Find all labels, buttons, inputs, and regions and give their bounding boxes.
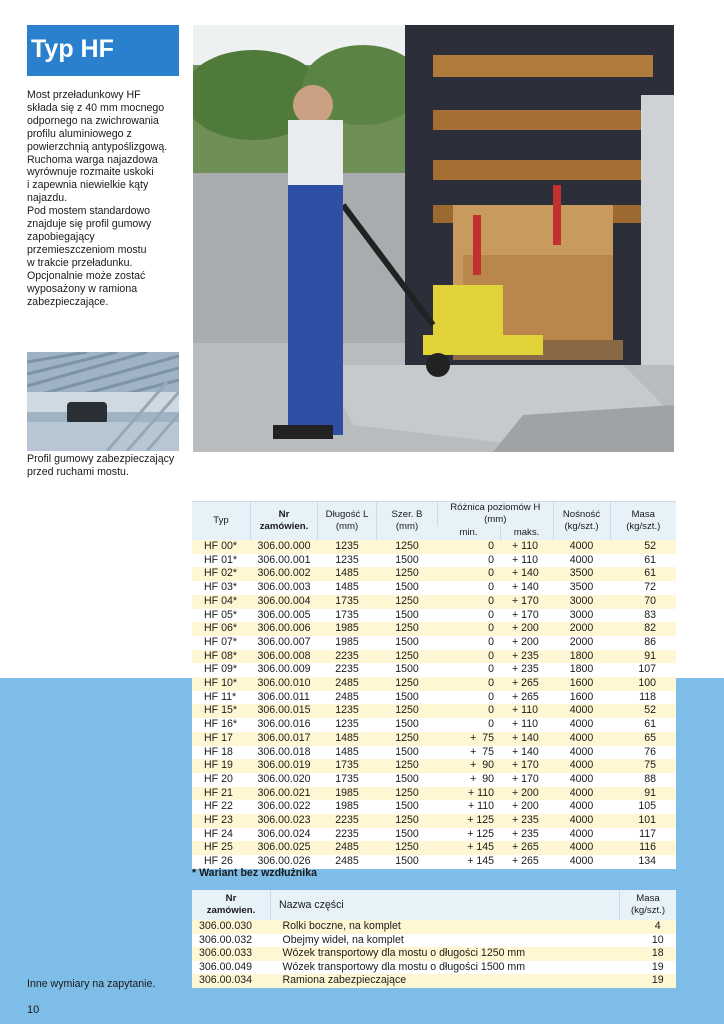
intro-line: składa się z 40 mm mocnego: [27, 101, 165, 114]
intro-line: Opcjonalnie może zostać: [27, 269, 146, 282]
table-row: [192, 920, 676, 934]
cell-width: 1500: [377, 800, 438, 814]
cell-length: 2235: [318, 814, 377, 828]
cell-capacity: 4000: [553, 746, 610, 760]
cell-typ: HF 08*: [192, 650, 251, 664]
cell-capacity: 4000: [553, 773, 610, 787]
cell-length: 1485: [318, 732, 377, 746]
cell-max: + 200: [500, 636, 553, 650]
cell-typ: HF 22: [192, 800, 251, 814]
cell-width: 1250: [377, 787, 438, 801]
parts-cell-name: Obejmy wideł, na komplet: [271, 934, 620, 948]
cell-typ: HF 25: [192, 841, 251, 855]
cell-width: 1500: [377, 609, 438, 623]
cell-min: 0: [438, 636, 501, 650]
cell-min: 0: [438, 704, 501, 718]
header-maks: maks.: [500, 526, 553, 540]
cell-mass: 52: [610, 540, 676, 554]
cell-typ: HF 05*: [192, 609, 251, 623]
cell-width: 1250: [377, 677, 438, 691]
cell-mass: 61: [610, 718, 676, 732]
table-row: [192, 704, 676, 718]
cell-mass: 107: [610, 663, 676, 677]
parts-table: [192, 890, 676, 988]
cell-length: 1985: [318, 636, 377, 650]
cell-nr: 306.00.003: [251, 581, 318, 595]
cell-mass: 88: [610, 773, 676, 787]
table-row: [192, 540, 676, 554]
cell-typ: HF 10*: [192, 677, 251, 691]
table-row: [192, 828, 676, 842]
caption-line: Profil gumowy zabezpieczający: [27, 453, 175, 465]
cell-length: 1235: [318, 718, 377, 732]
cell-min: + 90: [438, 773, 501, 787]
cell-max: + 140: [500, 732, 553, 746]
table-row: [192, 554, 676, 568]
parts-header-nr: Nr zamówien.: [192, 890, 271, 920]
intro-line: odpornego na zwichrowania: [27, 114, 159, 127]
cell-max: + 140: [500, 567, 553, 581]
cell-width: 1250: [377, 759, 438, 773]
cell-nr: 306.00.005: [251, 609, 318, 623]
table-row: [192, 746, 676, 760]
cell-nr: 306.00.018: [251, 746, 318, 760]
cell-mass: 105: [610, 800, 676, 814]
table-row: [192, 677, 676, 691]
intro-line: Most przeładunkowy HF: [27, 89, 141, 101]
cell-width: 1250: [377, 650, 438, 664]
table-row: [192, 787, 676, 801]
intro-line: powierzchnią antypoślizgową.: [27, 140, 168, 153]
cell-capacity: 3500: [553, 581, 610, 595]
rubber-profile-image: [27, 352, 179, 451]
table-row: [192, 800, 676, 814]
cell-capacity: 4000: [553, 759, 610, 773]
cell-mass: 101: [610, 814, 676, 828]
parts-cell-name: Rolki boczne, na komplet: [271, 920, 620, 934]
cell-min: 0: [438, 609, 501, 623]
cell-width: 1500: [377, 773, 438, 787]
cell-length: 1985: [318, 800, 377, 814]
cell-mass: 76: [610, 746, 676, 760]
cell-length: 1485: [318, 746, 377, 760]
cell-length: 2485: [318, 691, 377, 705]
cell-capacity: 1800: [553, 650, 610, 664]
cell-max: + 110: [500, 540, 553, 554]
cell-max: + 200: [500, 787, 553, 801]
cell-nr: 306.00.016: [251, 718, 318, 732]
cell-min: 0: [438, 595, 501, 609]
cell-capacity: 4000: [553, 828, 610, 842]
cell-min: 0: [438, 567, 501, 581]
parts-cell-mass: 4: [620, 920, 677, 934]
page-title: Typ HF: [31, 35, 114, 63]
cell-max: + 235: [500, 663, 553, 677]
product-photo: [193, 25, 674, 452]
page-number: 10: [27, 1004, 40, 1016]
cell-mass: 117: [610, 828, 676, 842]
table-row: [192, 622, 676, 636]
cell-nr: 306.00.021: [251, 787, 318, 801]
cell-capacity: 1600: [553, 691, 610, 705]
cell-length: 1735: [318, 773, 377, 787]
cell-nr: 306.00.017: [251, 732, 318, 746]
cell-nr: 306.00.019: [251, 759, 318, 773]
table-row: [192, 814, 676, 828]
cell-width: 1500: [377, 663, 438, 677]
cell-typ: HF 07*: [192, 636, 251, 650]
cell-width: 1500: [377, 718, 438, 732]
cell-max: + 170: [500, 609, 553, 623]
cell-capacity: 2000: [553, 622, 610, 636]
cell-width: 1500: [377, 554, 438, 568]
cell-length: 1235: [318, 540, 377, 554]
cell-min: + 125: [438, 814, 501, 828]
cell-mass: 91: [610, 787, 676, 801]
table-row: [192, 934, 676, 948]
cell-nr: 306.00.001: [251, 554, 318, 568]
cell-max: + 265: [500, 677, 553, 691]
cell-min: 0: [438, 691, 501, 705]
cell-capacity: 4000: [553, 787, 610, 801]
cell-nr: 306.00.000: [251, 540, 318, 554]
cell-capacity: 1600: [553, 677, 610, 691]
cell-length: 1235: [318, 704, 377, 718]
cell-min: 0: [438, 663, 501, 677]
cell-capacity: 3000: [553, 595, 610, 609]
cell-width: 1250: [377, 567, 438, 581]
cell-nr: 306.00.015: [251, 704, 318, 718]
cell-nr: 306.00.025: [251, 841, 318, 855]
cell-length: 2235: [318, 663, 377, 677]
cell-nr: 306.00.007: [251, 636, 318, 650]
cell-length: 1735: [318, 609, 377, 623]
table-row: [192, 947, 676, 961]
table-row: [192, 759, 676, 773]
cell-nr: 306.00.023: [251, 814, 318, 828]
cell-nr: 306.00.011: [251, 691, 318, 705]
cell-width: 1250: [377, 814, 438, 828]
cell-capacity: 4000: [553, 814, 610, 828]
cell-min: + 145: [438, 841, 501, 855]
table-row: [192, 609, 676, 623]
cell-capacity: 2000: [553, 636, 610, 650]
cell-max: + 235: [500, 814, 553, 828]
cell-nr: 306.00.020: [251, 773, 318, 787]
cell-min: + 75: [438, 746, 501, 760]
cell-typ: HF 17: [192, 732, 251, 746]
header-typ: Typ: [192, 502, 251, 541]
product-table: [192, 501, 676, 869]
parts-cell-mass: 10: [620, 934, 677, 948]
cell-width: 1500: [377, 581, 438, 595]
header-nr: Nr zamówien.: [251, 502, 318, 541]
intro-line: profilu aluminiowego z: [27, 127, 132, 140]
table-row: [192, 650, 676, 664]
caption-line: przed ruchami mostu.: [27, 466, 129, 478]
cell-capacity: 4000: [553, 718, 610, 732]
cell-typ: HF 19: [192, 759, 251, 773]
cell-typ: HF 18: [192, 746, 251, 760]
cell-mass: 61: [610, 567, 676, 581]
table-row: [192, 974, 676, 988]
cell-length: 2235: [318, 650, 377, 664]
cell-nr: 306.00.004: [251, 595, 318, 609]
cell-width: 1250: [377, 841, 438, 855]
cell-mass: 70: [610, 595, 676, 609]
cell-typ: HF 09*: [192, 663, 251, 677]
cell-typ: HF 24: [192, 828, 251, 842]
parts-cell-nr: 306.00.034: [192, 974, 271, 988]
cell-mass: 72: [610, 581, 676, 595]
parts-cell-mass: 19: [620, 961, 677, 975]
cell-capacity: 4000: [553, 800, 610, 814]
cell-max: + 200: [500, 800, 553, 814]
cell-length: 1985: [318, 787, 377, 801]
table-row: [192, 841, 676, 855]
cell-max: + 235: [500, 650, 553, 664]
parts-cell-nr: 306.00.049: [192, 961, 271, 975]
cell-capacity: 4000: [553, 554, 610, 568]
cell-min: + 125: [438, 828, 501, 842]
cell-nr: 306.00.009: [251, 663, 318, 677]
cell-width: 1250: [377, 704, 438, 718]
cell-max: + 200: [500, 622, 553, 636]
bottom-note: Inne wymiary na zapytanie.: [27, 978, 156, 990]
cell-mass: 100: [610, 677, 676, 691]
table-footnote: * Wariant bez wzdłużnika: [192, 867, 317, 879]
cell-typ: HF 26: [192, 855, 251, 869]
cell-typ: HF 03*: [192, 581, 251, 595]
cell-min: + 145: [438, 855, 501, 869]
title-box: [27, 25, 179, 76]
parts-cell-name: Wózek transportowy dla mostu o długości 1250 mm: [271, 947, 620, 961]
cell-min: + 75: [438, 732, 501, 746]
table-row: [192, 636, 676, 650]
cell-min: + 90: [438, 759, 501, 773]
cell-mass: 65: [610, 732, 676, 746]
cell-max: + 170: [500, 773, 553, 787]
table-row: [192, 595, 676, 609]
cell-width: 1500: [377, 691, 438, 705]
cell-mass: 86: [610, 636, 676, 650]
cell-min: 0: [438, 622, 501, 636]
cell-max: + 265: [500, 691, 553, 705]
cell-width: 1500: [377, 828, 438, 842]
parts-cell-name: Wózek transportowy dla mostu o długości 1500 mm: [271, 961, 620, 975]
header-nosnosc: Nośność (kg/szt.): [553, 502, 610, 541]
cell-length: 1735: [318, 759, 377, 773]
cell-min: 0: [438, 540, 501, 554]
cell-nr: 306.00.010: [251, 677, 318, 691]
table-row: [192, 567, 676, 581]
cell-typ: HF 15*: [192, 704, 251, 718]
cell-mass: 91: [610, 650, 676, 664]
cell-length: 1235: [318, 554, 377, 568]
cell-max: + 140: [500, 746, 553, 760]
cell-capacity: 4000: [553, 855, 610, 869]
cell-max: + 110: [500, 554, 553, 568]
cell-typ: HF 02*: [192, 567, 251, 581]
cell-length: 1735: [318, 595, 377, 609]
cell-min: + 110: [438, 787, 501, 801]
cell-mass: 134: [610, 855, 676, 869]
cell-mass: 118: [610, 691, 676, 705]
parts-cell-nr: 306.00.033: [192, 947, 271, 961]
cell-mass: 82: [610, 622, 676, 636]
cell-capacity: 4000: [553, 732, 610, 746]
cell-length: 2235: [318, 828, 377, 842]
parts-cell-mass: 19: [620, 974, 677, 988]
cell-capacity: 4000: [553, 540, 610, 554]
cell-typ: HF 23: [192, 814, 251, 828]
cell-nr: 306.00.026: [251, 855, 318, 869]
cell-max: + 110: [500, 718, 553, 732]
cell-width: 1250: [377, 595, 438, 609]
parts-cell-nr: 306.00.032: [192, 934, 271, 948]
header-szer: Szer. B (mm): [377, 502, 438, 541]
cell-length: 2485: [318, 841, 377, 855]
cell-width: 1250: [377, 540, 438, 554]
cell-max: + 170: [500, 759, 553, 773]
intro-line: przemieszczeniom mostu: [27, 243, 147, 256]
cell-typ: HF 20: [192, 773, 251, 787]
parts-cell-nr: 306.00.030: [192, 920, 271, 934]
cell-min: 0: [438, 677, 501, 691]
cell-mass: 61: [610, 554, 676, 568]
cell-width: 1500: [377, 636, 438, 650]
cell-typ: HF 16*: [192, 718, 251, 732]
cell-width: 1500: [377, 746, 438, 760]
table-row: [192, 663, 676, 677]
cell-length: 1485: [318, 567, 377, 581]
cell-nr: 306.00.024: [251, 828, 318, 842]
cell-mass: 75: [610, 759, 676, 773]
intro-line: zapobiegający: [27, 230, 95, 243]
parts-header-name: Nazwa części: [271, 890, 620, 920]
cell-length: 2485: [318, 855, 377, 869]
table-row: [192, 581, 676, 595]
intro-line: znajduje się profil gumowy: [27, 218, 152, 231]
cell-max: + 140: [500, 581, 553, 595]
cell-typ: HF 21: [192, 787, 251, 801]
cell-capacity: 1800: [553, 663, 610, 677]
cell-typ: HF 06*: [192, 622, 251, 636]
header-roznica: Różnica poziomów H (mm): [438, 502, 554, 527]
cell-mass: 52: [610, 704, 676, 718]
profile-caption: [27, 453, 187, 479]
cell-mass: 83: [610, 609, 676, 623]
cell-nr: 306.00.006: [251, 622, 318, 636]
cell-min: 0: [438, 718, 501, 732]
cell-min: 0: [438, 554, 501, 568]
intro-line: najazdu.: [27, 192, 68, 205]
cell-capacity: 4000: [553, 704, 610, 718]
intro-line: Pod mostem standardowo: [27, 205, 151, 218]
table-row: [192, 691, 676, 705]
cell-length: 1985: [318, 622, 377, 636]
cell-typ: HF 00*: [192, 540, 251, 554]
parts-cell-name: Ramiona zabezpieczające: [271, 974, 620, 988]
cell-typ: HF 04*: [192, 595, 251, 609]
intro-line: wyrównuje rozmaite uskoki: [27, 166, 154, 179]
table-row: [192, 718, 676, 732]
table-row: [192, 732, 676, 746]
header-min: min.: [438, 526, 501, 540]
intro-line: w trakcie przeładunku.: [27, 256, 133, 269]
table-row: [192, 773, 676, 787]
cell-max: + 235: [500, 828, 553, 842]
cell-length: 1485: [318, 581, 377, 595]
cell-width: 1250: [377, 622, 438, 636]
cell-min: + 110: [438, 800, 501, 814]
cell-capacity: 4000: [553, 841, 610, 855]
cell-typ: HF 11*: [192, 691, 251, 705]
parts-cell-mass: 18: [620, 947, 677, 961]
cell-max: + 265: [500, 855, 553, 869]
cell-typ: HF 01*: [192, 554, 251, 568]
header-dlugosc: Długość L (mm): [318, 502, 377, 541]
cell-min: 0: [438, 650, 501, 664]
cell-mass: 116: [610, 841, 676, 855]
cell-max: + 265: [500, 841, 553, 855]
cell-nr: 306.00.008: [251, 650, 318, 664]
cell-width: 1500: [377, 855, 438, 869]
table-row: [192, 961, 676, 975]
cell-max: + 170: [500, 595, 553, 609]
cell-nr: 306.00.022: [251, 800, 318, 814]
cell-max: + 110: [500, 704, 553, 718]
cell-nr: 306.00.002: [251, 567, 318, 581]
intro-text: [27, 89, 182, 308]
cell-capacity: 3000: [553, 609, 610, 623]
cell-capacity: 3500: [553, 567, 610, 581]
intro-line: wyposażony w ramiona: [27, 282, 138, 295]
intro-line: Ruchoma warga najazdowa: [27, 153, 158, 166]
cell-width: 1250: [377, 732, 438, 746]
header-masa: Masa (kg/szt.): [610, 502, 676, 541]
intro-line: zabezpieczające.: [27, 295, 109, 308]
cell-length: 2485: [318, 677, 377, 691]
parts-header-masa: Masa (kg/szt.): [620, 890, 677, 920]
cell-min: 0: [438, 581, 501, 595]
intro-line: i zapewnia niewielkie kąty: [27, 179, 149, 192]
